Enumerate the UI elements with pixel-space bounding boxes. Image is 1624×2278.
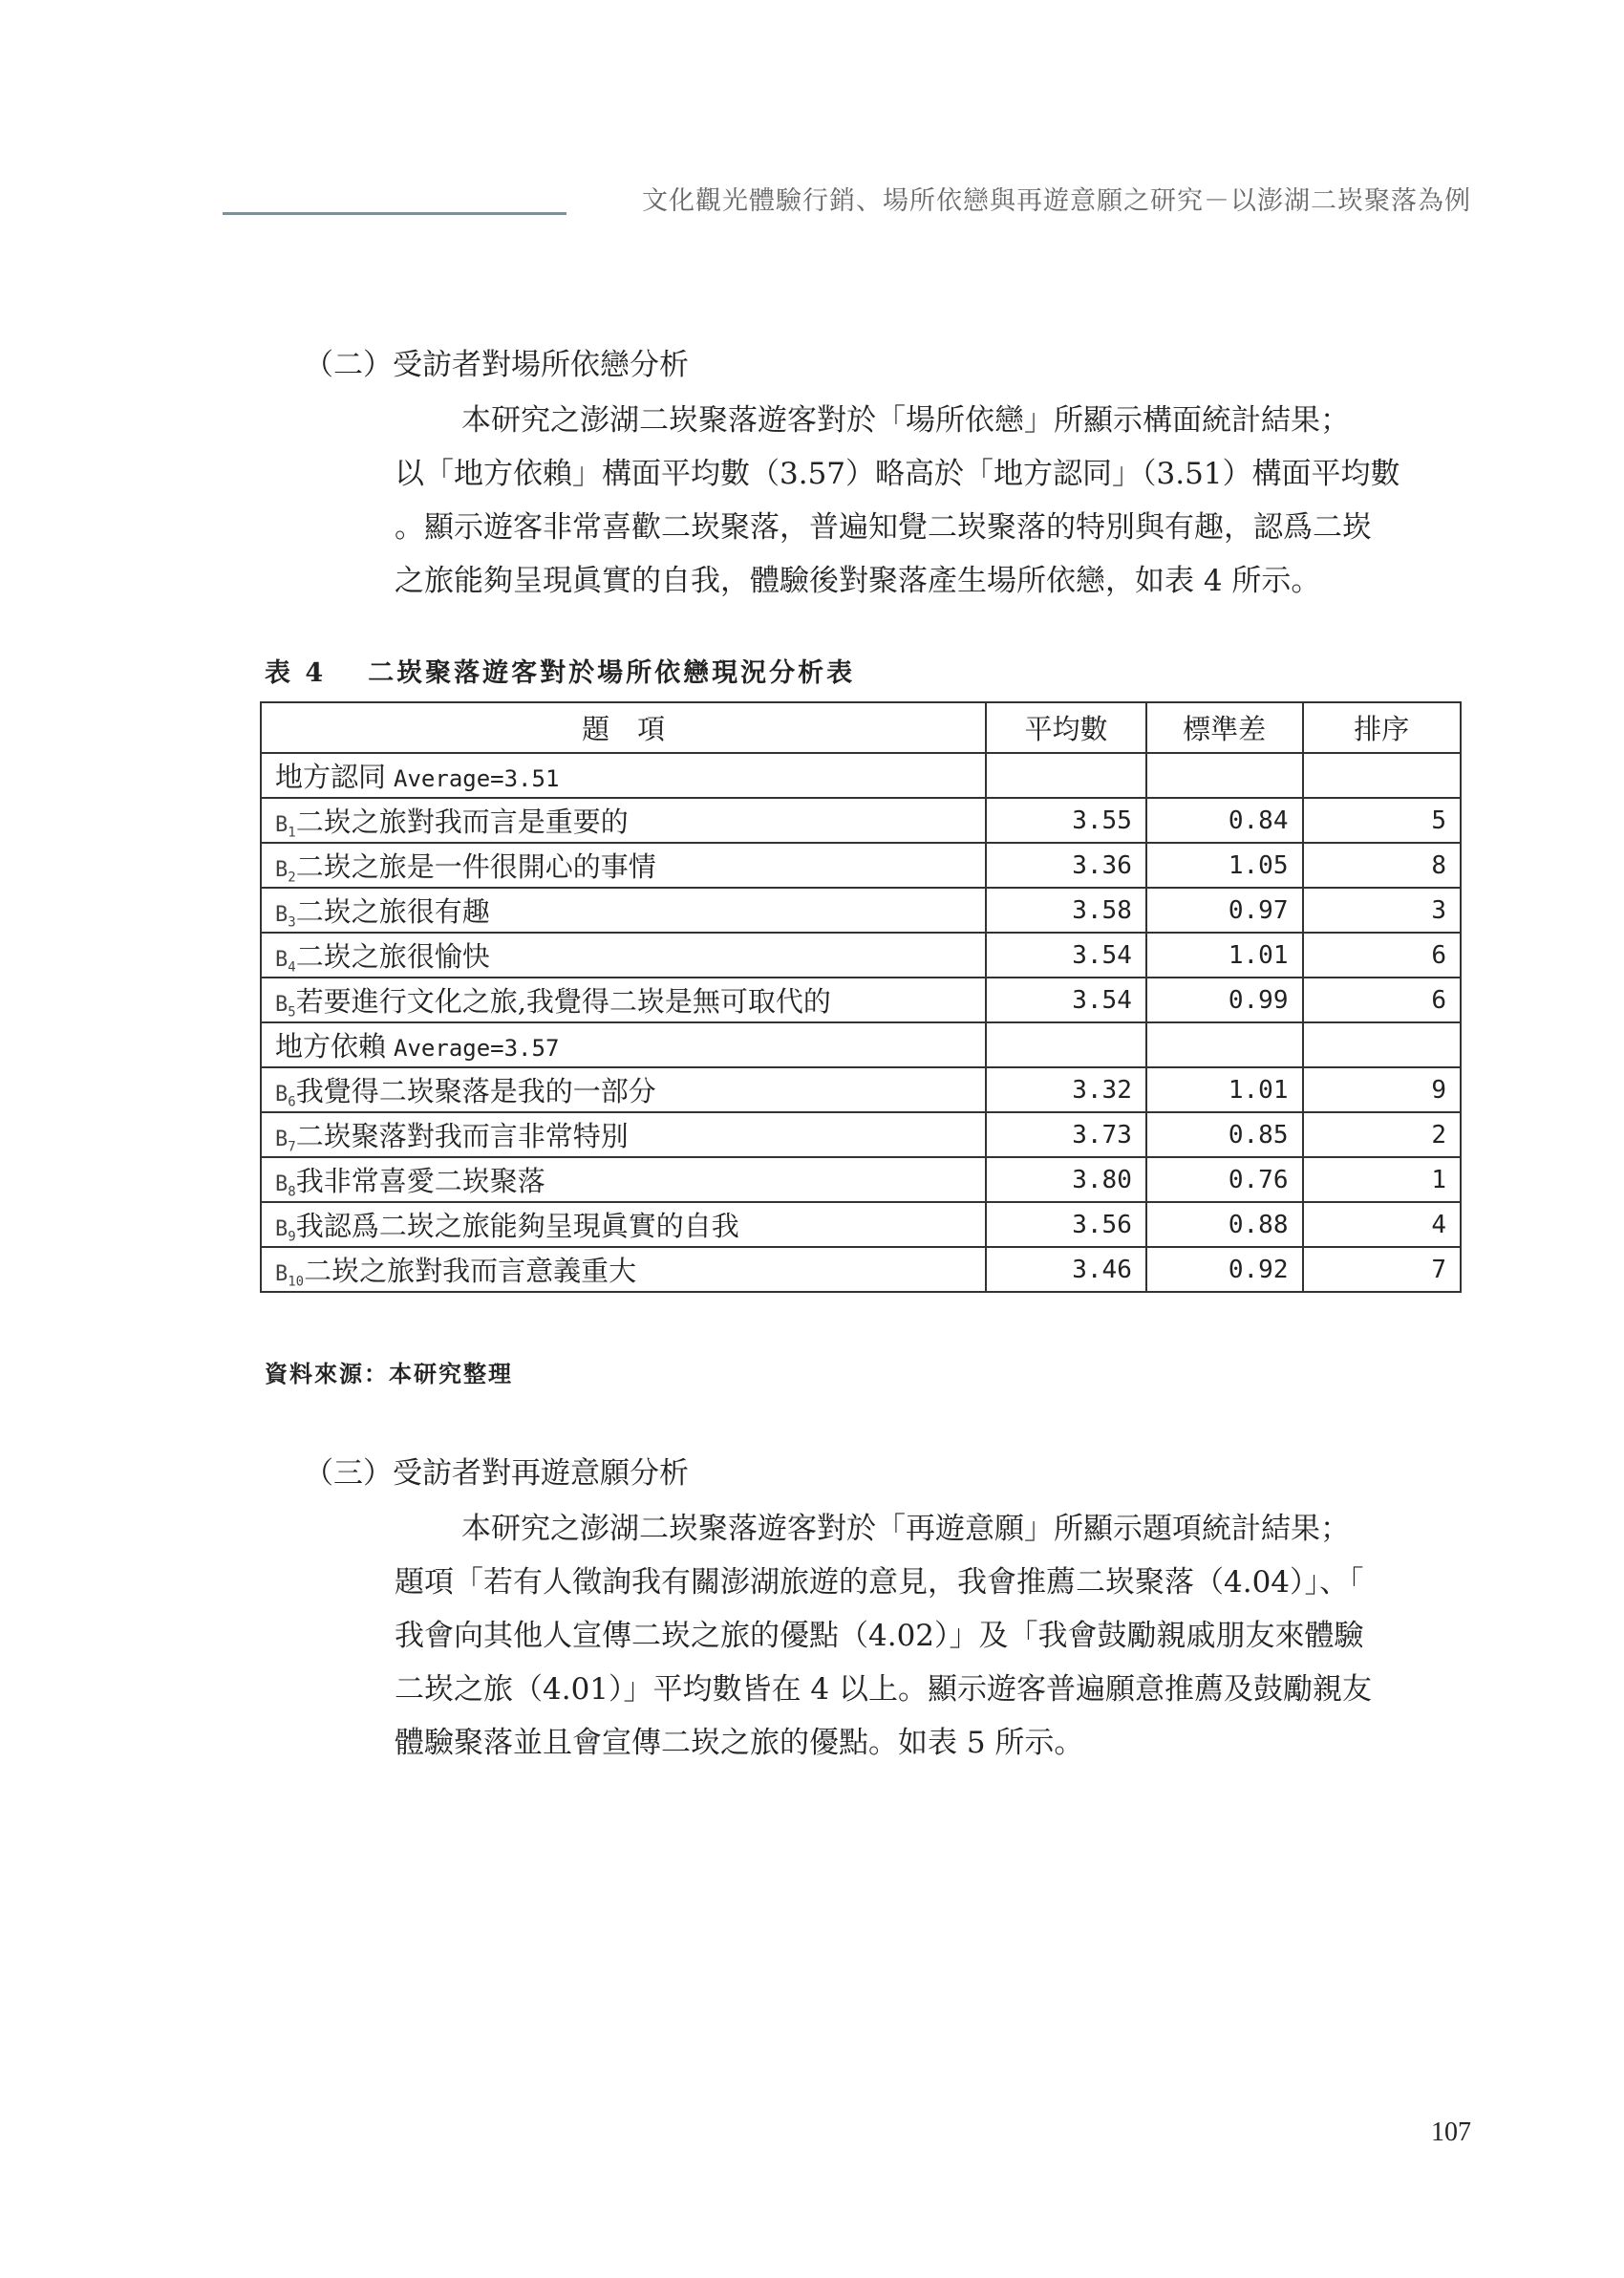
item-code: $B_8$ [275,1171,296,1200]
item-cell [261,1157,986,1202]
table-caption-label: 表 4 [265,658,327,688]
header-sd: 標準差 [1146,702,1303,753]
rank-cell: 1 [1303,1157,1462,1202]
item-text: 若要進行文化之旅,我覺得二崁是無可取代的 [295,984,831,1018]
item-cell [261,1202,986,1247]
rank-cell: 6 [1303,933,1462,978]
mean-cell: 3.54 [986,978,1146,1022]
table-row [261,1067,1461,1112]
item-code: $B_9$ [275,1216,296,1245]
paragraph-line: 以「地方依賴」構面平均數（3.57）略高於「地方認同」（3.51）構面平均數 [395,457,1400,491]
table-caption-title: 二崁聚落遊客對於場所依戀現況分析表 [368,658,856,688]
rank-cell: 2 [1303,1112,1462,1157]
group-label [261,753,986,798]
paragraph-line: 本研究之澎湖二崁聚落遊客對於「場所依戀」所顯示構面統計結果； [461,403,1350,438]
sd-cell: 1.01 [1146,933,1303,978]
sd-cell: 0.92 [1146,1247,1303,1292]
item-text: 我認爲二崁之旅能夠呈現眞實的自我 [295,1209,739,1242]
item-cell [261,1247,986,1292]
section-3-paragraph [395,1502,1474,1770]
table-row [261,1112,1461,1157]
group-name: 地方認同 [275,761,387,793]
mean-cell: 3.80 [986,1157,1146,1202]
paragraph-line: 我會向其他人宣傳二崁之旅的優點（4.02）」及「我會鼓勵親戚朋友來體驗 [395,1619,1364,1653]
table-header-row [261,702,1461,753]
sd-cell: 0.76 [1146,1157,1303,1202]
table-row [261,888,1461,933]
sd-cell: 1.01 [1146,1067,1303,1112]
item-code: $B_5$ [275,992,296,1021]
item-code: $B_4$ [275,947,296,976]
item-cell [261,798,986,843]
section-3-heading: （三）受訪者對再遊意願分析 [304,1456,689,1491]
group-average: Average=3.51 [394,765,560,792]
item-cell [261,1067,986,1112]
header-rank: 排序 [1303,702,1462,753]
mean-cell: 3.55 [986,798,1146,843]
mean-cell: 3.36 [986,843,1146,888]
item-code: $B_3$ [275,902,296,931]
table-row [261,1247,1461,1292]
paragraph-line: 二崁之旅（4.01）」平均數皆在 4 以上。顯示遊客普遍願意推薦及鼓勵親友 [395,1672,1372,1707]
header-rule [223,212,566,215]
sd-cell: 1.05 [1146,843,1303,888]
item-text: 二崁之旅很有趣 [295,894,490,928]
item-cell [261,933,986,978]
mean-cell: 3.56 [986,1202,1146,1247]
item-text: 二崁之旅對我而言意義重大 [304,1254,637,1287]
table-row [261,1202,1461,1247]
table-row [261,843,1461,888]
page-number: 107 [1431,2117,1471,2147]
section-2-heading: （二）受訪者對場所依戀分析 [304,348,689,382]
item-cell [261,843,986,888]
item-code: $B_{10}$ [275,1261,305,1290]
rank-cell: 6 [1303,978,1462,1022]
paragraph-line: 。顯示遊客非常喜歡二崁聚落，普遍知覺二崁聚落的特別與有趣，認爲二崁 [395,510,1372,545]
item-code: $B_7$ [275,1127,296,1155]
sd-cell: 0.84 [1146,798,1303,843]
mean-cell: 3.73 [986,1112,1146,1157]
item-text: 二崁之旅是一件很開心的事情 [295,849,656,883]
item-code: $B_6$ [275,1082,296,1110]
rank-cell: 3 [1303,888,1462,933]
table-source-note: 資料來源：本研究整理 [265,1360,513,1387]
table-row [261,1157,1461,1202]
header-item: 題 項 [261,702,986,753]
group-average: Average=3.57 [394,1035,560,1062]
mean-cell: 3.58 [986,888,1146,933]
item-cell [261,978,986,1022]
paragraph-line: 體驗聚落並且會宣傳二崁之旅的優點。如表 5 所示。 [395,1726,1084,1760]
table-row [261,798,1461,843]
item-cell [261,888,986,933]
group-label [261,1022,986,1067]
item-text: 二崁聚落對我而言非常特別 [295,1119,629,1152]
place-attachment-table [260,701,1462,1293]
header-mean: 平均數 [986,702,1146,753]
paragraph-line: 題項「若有人徵詢我有關澎湖旅遊的意見，我會推薦二崁聚落（4.04）」、「 [395,1565,1364,1600]
sd-cell: 0.99 [1146,978,1303,1022]
group-row [261,753,1461,798]
table-row [261,933,1461,978]
rank-cell: 4 [1303,1202,1462,1247]
item-text: 我非常喜愛二崁聚落 [295,1164,545,1197]
sd-cell: 0.97 [1146,888,1303,933]
mean-cell: 3.32 [986,1067,1146,1112]
table-caption [265,652,855,689]
item-cell [261,1112,986,1157]
item-code: $B_1$ [275,812,296,841]
rank-cell: 8 [1303,843,1462,888]
rank-cell: 9 [1303,1067,1462,1112]
rank-cell: 7 [1303,1247,1462,1292]
group-name: 地方依賴 [275,1030,387,1063]
sd-cell: 0.85 [1146,1112,1303,1157]
paragraph-line: 本研究之澎湖二崁聚落遊客對於「再遊意願」所顯示題項統計結果； [461,1512,1350,1546]
paragraph-line: 之旅能夠呈現眞實的自我，體驗後對聚落產生場所依戀，如表 4 所示。 [395,564,1321,598]
table-row [261,978,1461,1022]
item-text: 二崁之旅對我而言是重要的 [295,805,629,838]
item-text: 我覺得二崁聚落是我的一部分 [295,1074,656,1107]
item-text: 二崁之旅很愉快 [295,939,490,973]
mean-cell: 3.46 [986,1247,1146,1292]
group-row [261,1022,1461,1067]
sd-cell: 0.88 [1146,1202,1303,1247]
item-code: $B_2$ [275,857,296,886]
mean-cell: 3.54 [986,933,1146,978]
section-2-paragraph [395,394,1474,608]
running-title: 文化觀光體驗行銷、場所依戀與再遊意願之研究－以澎湖二崁聚落為例 [642,186,1471,216]
rank-cell: 5 [1303,798,1462,843]
